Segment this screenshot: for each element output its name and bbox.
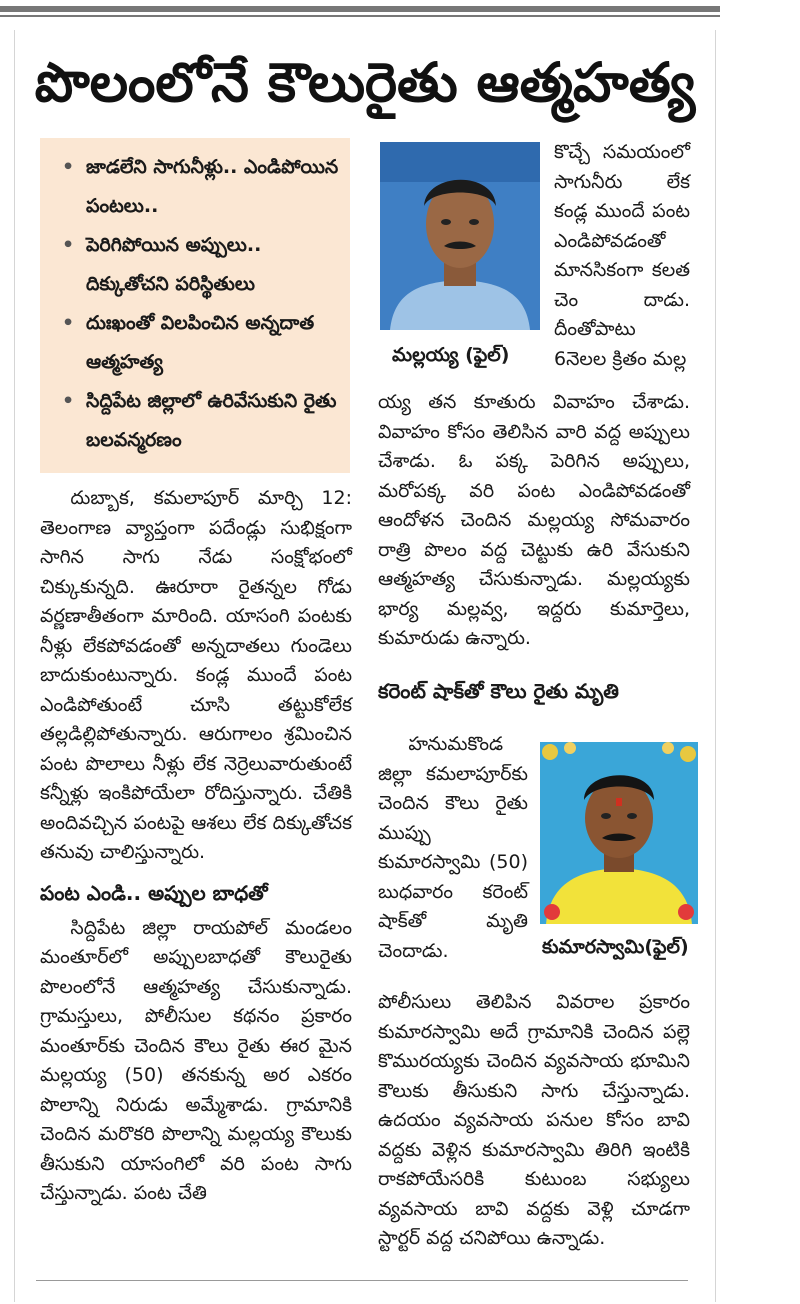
- top-rule-thick: [0, 6, 720, 12]
- right-wrap-paragraph: కొచ్చే సమయంలో సాగునీరు లేక కండ్ల ముందే పంట ఎండిపోవడంతో మానసికంగా కలత చెం దాడు. దీంతోపాటు 6నెలల క్రితం మల్ల: [554, 141, 690, 370]
- portrait-image: [380, 142, 540, 330]
- highlight-item: • పెరిగిపోయిన అప్పులు.. దిక్కుతోచని పరిస్థితులు: [60, 226, 340, 304]
- highlight-item: • సిద్దిపేట జిల్లాలో ఉరివేసుకుని రైతు బలవన్మరణం: [60, 382, 340, 460]
- right-column: [378, 388, 690, 706]
- highlights-box: [40, 138, 350, 473]
- right-wrap-text-1: [554, 138, 690, 374]
- right-wrap-paragraph-2: హనుమకొండ జిల్లా కమలాపూర్‌కు చెందిన కౌలు రైతు ముప్పు కుమారస్వామి (50) బుధవారం కరెంట్ షాక్‌తో మృతి చెందాడు.: [378, 733, 528, 962]
- right-body-paragraph-2: పోలీసులు తెలిపిన వివరాల ప్రకారం కుమారస్వామి అదే గ్రామానికి చెందిన పల్లె కొమురయ్యకు చెందిన వ్యవసాయ భూమిని కౌలుకు తీసుకుని సాగు చేస్తున్నాడు. ఉదయం వ్యవసాయ పనుల కోసం బావి వద్దకు వెళ్లిన కుమారస్వామి తిరిగి ఇంటికి రాకపోయేసరికి కుటుంబ సభ్యులు వ్యవసాయ బావి వద్దకు వెళ్లి చూడగా స్టార్టర్ వద్ద చనిపోయి ఉన్నాడు.: [378, 991, 690, 1249]
- highlight-item: • జాడలేని సాగునీళ్లు.. ఎండిపోయిన పంటలు..: [60, 148, 340, 226]
- left-subhead: పంట ఎండి.. అప్పుల బాధతో: [40, 880, 268, 905]
- right-subhead: కరెంట్ షాక్‌తో కౌలు రైతు మృతి: [378, 678, 619, 703]
- left-column: [40, 484, 352, 1209]
- intro-paragraph: దుబ్బాక, కమలాపూర్ మార్చి 12: తెలంగాణ వ్యాప్తంగా పదేండ్లు సుభిక్షంగా సాగిన సాగు నేడు సంక్షోభంలో చిక్కుకున్నది. ఊరూరా రైతన్నల గోడు వర్ణణాతీతంగా మారింది. యాసంగి పంటకు నీళ్లు లేకపోవడంతో అన్నదాతలు గుండెలు బాదుకుంటున్నారు. కండ్ల ముందే పంట ఎండిపోతుంటే చూసి తట్టుకోలేక తల్లడిల్లిపోతున్నారు. ఆరుగాలం శ్రమించిన పంట పొలాలు నీళ్లు లేక నెర్రెలువారుతుంటే కన్నీళ్లు ఇంకిపోయేలా రోదిస్తున్నారు. చేతికి అందివచ్చిన పంటపై ఆశలు లేక దిక్కుతోచక తనువు చాలిస్తున్నారు.: [40, 487, 352, 863]
- portrait-image: [540, 742, 698, 924]
- right-column-bottom: [378, 988, 690, 1254]
- photo-mallayya-caption: మల్లయ్య (ఫైల్): [392, 344, 510, 366]
- highlight-item: • దుఃఖంతో విలపించిన అన్నదాత ఆత్మహత్య: [60, 304, 340, 382]
- headline: పొలంలోనే కౌలురైతు ఆత్మహత్య: [34, 51, 696, 114]
- bottom-rule: [36, 1280, 688, 1281]
- right-wrap-text-2: [378, 730, 528, 966]
- highlights-list: [60, 148, 340, 460]
- photo-kumaraswamy: [540, 742, 698, 924]
- top-rule-thin: [0, 15, 720, 17]
- photo-mallayya: [380, 142, 540, 330]
- right-body-paragraph: య్య తన కూతురు వివాహం చేశాడు. వివాహం కోసం తెలిసిన వారి వద్ద అప్పులు చేశాడు. ఓ పక్క పెరిగిన అప్పులు, మరోపక్క వరి పంట ఎండిపోవడంతో ఆందోళన చెందిన మల్లయ్య సోమవారం రాత్రి పొలం వద్ద చెట్టుకు ఉరి వేసుకుని ఆత్మహత్య చేసుకున్నాడు. మల్లయ్యకు భార్య మల్లవ్వ, ఇద్దరు కుమార్తెలు, కుమారుడు ఉన్నారు.: [378, 391, 690, 649]
- left-body-paragraph: సిద్దిపేట జిల్లా రాయపోల్ మండలం మంతూర్‌లో అప్పులబాధతో కౌలురైతు పొలంలోనే ఆత్మహత్య చేసుకున్నాడు. గ్రామస్తులు, పోలీసుల కథనం ప్రకారం మంతూర్‌కు చెందిన కౌలు రైతు ఈర మైన మల్లయ్య (50) తనకున్న అర ఎకరం పొలాన్ని నిరుడు అమ్మేశాడు. గ్రామానికి చెందిన మరొకరి పొలాన్ని మల్లయ్య కౌలుకు తీసుకుని యాసంగిలో వరి పంట సాగు చేస్తున్నాడు. పంట చేతి: [40, 916, 352, 1204]
- photo-kumaraswamy-caption: కుమారస్వామి(ఫైల్): [542, 936, 689, 958]
